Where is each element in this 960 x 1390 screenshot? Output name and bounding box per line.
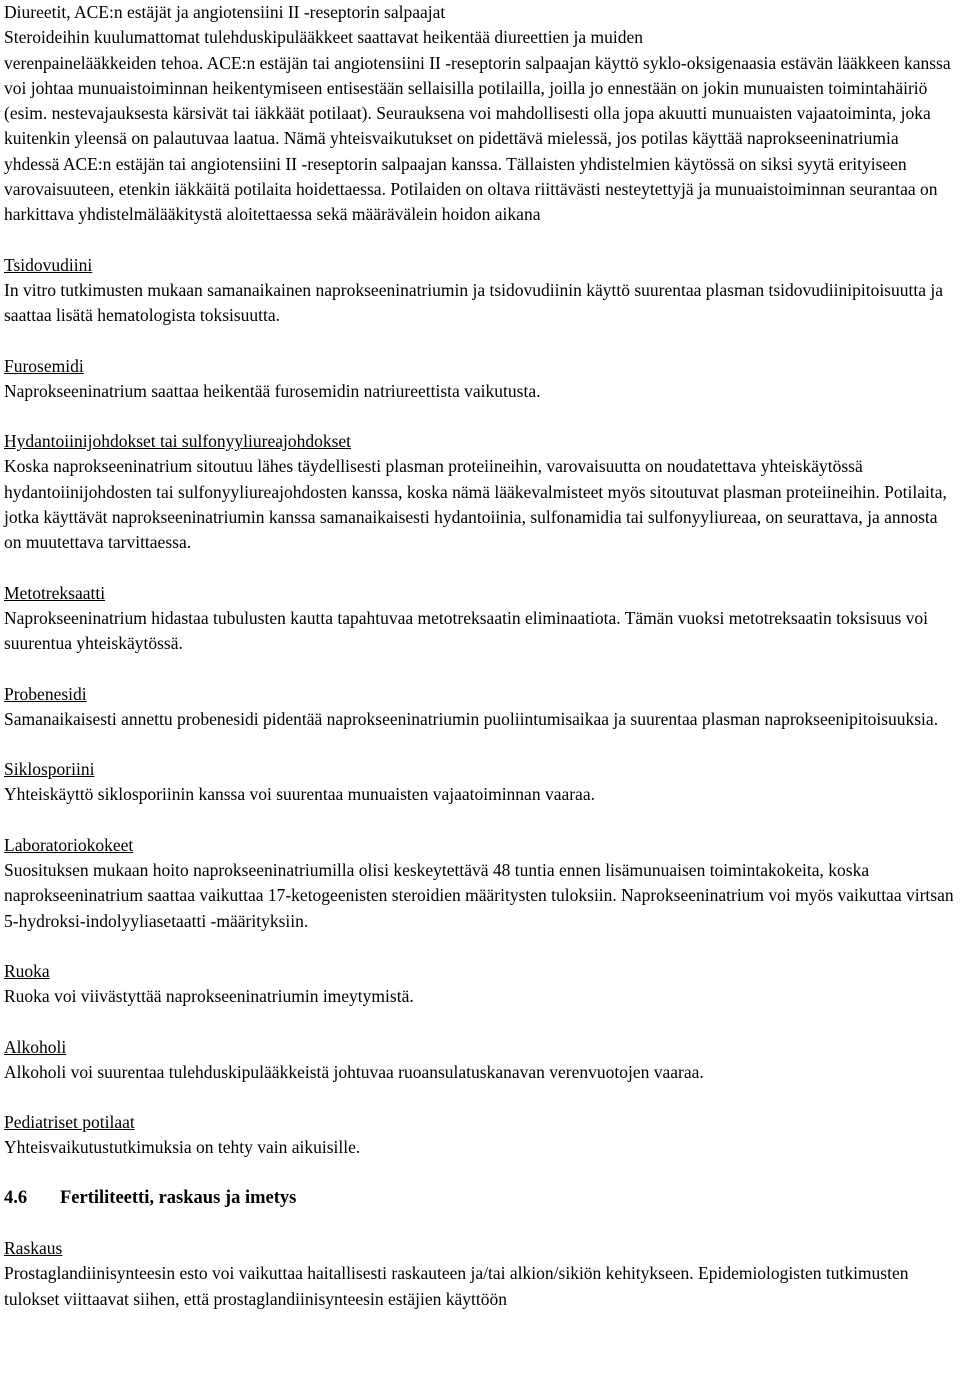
section-text: Alkoholi voi suurentaa tulehduskipulääkkeistä johtuvaa ruoansulatuskanavan verenvuotojen vaaraa. <box>4 1061 704 1082</box>
section-raskaus <box>4 1236 956 1312</box>
section-text: Prostaglandiinisynteesin esto voi vaikuttaa haitallisesti raskauteen ja/tai alkion/sikiön kehitykseen. Epidemiologisten tutkimusten tulokset viittaavat siihen, että prostaglandiinisynteesin estäjien käyttöön <box>4 1263 909 1309</box>
chapter-heading <box>4 1186 956 1211</box>
section-alkoholi <box>4 1035 956 1086</box>
intro-paragraph: verenpainelääkkeiden tehoa. ACE:n estäjän tai angiotensiini II -reseptorin salpaajan käyttö syklo-oksigenaasia estävän lääkkeen kanssa voi johtaa munuaistoiminnan heikentymiseen entisestään sellaisilla potilailla, joilla jo ennestään on jokin munuaisten toimintahäiriö (esim. nestevajauksesta kärsivät tai iäkkäät potilaat). Seurauksena voi mahdollisesti olla jopa akuutti munuaisten vajaatoiminta, joka kuitenkin yleensä on palautuvaa laatua. Nämä yhteisvaikutukset on pidettävä mielessä, jos potilas käyttää naprokseeninatriumia yhdessä ACE:n estäjän tai angiotensiini II -reseptorin salpaajan kanssa. Tällaisten yhdistelmien käytössä on siksi syytä erityiseen varovaisuuteen, etenkin iäkkäitä potilaita hoidettaessa. Potilaiden on oltava riittävästi nesteytettyjä ja munuaistoiminnan seurantaa on harkittava yhdistelmälääkitystä aloitettaessa sekä määrävälein hoidon aikana <box>4 52 951 225</box>
section-title: Tsidovudiini <box>4 254 93 275</box>
section-title: Raskaus <box>4 1237 63 1258</box>
section-text: In vitro tutkimusten mukaan samanaikainen naprokseeninatriumin ja tsidovudiinin käyttö suurentaa plasman tsidovudiinipitoisuutta ja saattaa lisätä hematologista toksisuutta. <box>4 279 943 326</box>
section-title: Alkoholi <box>4 1036 67 1057</box>
section-furosemidi <box>4 354 956 405</box>
section-ruoka <box>4 959 956 1010</box>
section-text: Ruoka voi viivästyttää naprokseeninatriumin imeytymistä. <box>4 986 414 1007</box>
section-pediatriset <box>4 1110 956 1161</box>
section-text: Koska naprokseeninatrium sitoutuu lähes täydellisesti plasman proteiineihin, varovaisuutta on noudatettava yhteiskäytössä hydantoiinijohdosten tai sulfonyyliureajohdosten kanssa, koska nämä lääkevalmisteet myös sitoutuvat plasman proteiineihin. Potilaita, jotka käyttävät naprokseeninatriumin kanssa samanaikaisesti hydantoiinia, sulfonamidia tai sulfonyyliureaa, on seurattava, ja annosta on muutettava tarvittaessa. <box>4 456 947 553</box>
intro-line: Steroideihin kuulumattomat tulehduskipulääkkeet saattavat heikentää diureettien ja muiden <box>4 27 644 48</box>
section-text: Suosituksen mukaan hoito naprokseeninatriumilla olisi keskeytettävä 48 tuntia ennen lisämunuaisen toimintakokeita, koska naprokseeninatrium saattaa vaikuttaa 17-ketogeenisten steroidien määritysten tuloksiin. Naprokseeninatrium voi myös vaikuttaa virtsan 5-hydroksi-indolyyliasetaatti -määrityksiin. <box>4 860 954 931</box>
section-title: Laboratoriokokeet <box>4 834 134 855</box>
section-title: Ruoka <box>4 960 50 981</box>
chapter-title: Fertiliteetti, raskaus ja imetys <box>60 1187 297 1208</box>
section-title: Hydantoiinijohdokset tai sulfonyyliureajohdokset <box>4 431 352 452</box>
section-title: Pediatriset potilaat <box>4 1112 135 1133</box>
section-title: Metotreksaatti <box>4 582 106 603</box>
intro-heading: Diureetit, ACE:n estäjät ja angiotensiini II -reseptorin salpaajat <box>4 2 446 22</box>
section-metotreksaatti <box>4 581 956 657</box>
section-text: Samanaikaisesti annettu probenesidi pidentää naprokseeninatriumin puoliintumisaikaa ja suurentaa plasman naprokseenipitoisuuksia. <box>4 708 939 729</box>
chapter-number: 4.6 <box>4 1187 28 1208</box>
section-title: Siklosporiini <box>4 759 95 780</box>
section-siklosporiini <box>4 757 956 808</box>
intro-block <box>4 0 956 228</box>
section-probenesidi <box>4 682 956 733</box>
section-laboratoriokokeet <box>4 833 956 934</box>
section-text: Yhteiskäyttö siklosporiinin kanssa voi suurentaa munuaisten vajaatoiminnan vaaraa. <box>4 784 595 805</box>
section-title: Probenesidi <box>4 683 87 704</box>
section-hydantoiini <box>4 429 956 555</box>
section-text: Naprokseeninatrium hidastaa tubulusten kautta tapahtuvaa metotreksaatin eliminaatiota. Tämän vuoksi metotreksaatin toksisuus voi suurentua yhteiskäytössä. <box>4 607 929 654</box>
section-text: Naprokseeninatrium saattaa heikentää furosemidin natriureettista vaikutusta. <box>4 380 541 401</box>
section-tsidovudiini <box>4 253 956 329</box>
section-text: Yhteisvaikutustutkimuksia on tehty vain aikuisille. <box>4 1137 361 1158</box>
section-title: Furosemidi <box>4 355 84 376</box>
